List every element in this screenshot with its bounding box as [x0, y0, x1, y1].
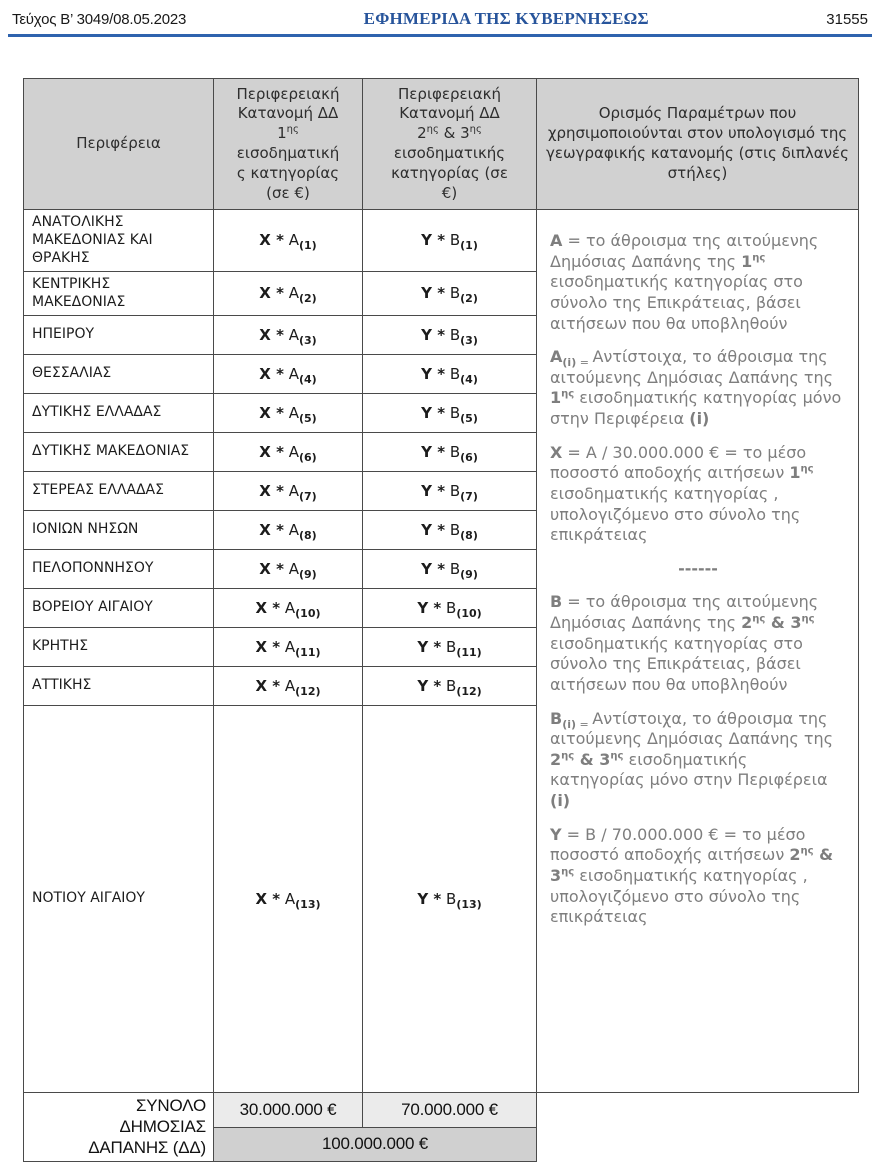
region-cell: ΚΕΝΤΡΙΚΗΣ ΜΑΚΕΔΟΝΙΑΣ [24, 271, 214, 315]
parameter-paragraph: $B_{(i)}$ $_=$ Αντίστοιχα, το άθροισμα της αιτούμενης Δημόσιας Δαπάνης της $2^{\eta\varsigma}$ & $3^{\eta\varsigma}$ εισοδηματικής κατηγορίας μόνο στην Περιφέρεια (i) [550, 708, 834, 810]
masthead-title: ΕΦΗΜΕΡΙΔΑ ΤΗΣ ΚΥΒΕΡΝΗΣΕΩΣ [363, 9, 649, 28]
formula-cell: Y * $B_{(5)}$ [363, 393, 537, 432]
formula-cell: Y * $B_{(10)}$ [363, 588, 537, 627]
formula-cell: Y * $B_{(11)}$ [363, 627, 537, 666]
table-header-row [24, 79, 859, 210]
formula-cell: Y * $B_{(13)}$ [363, 705, 537, 1092]
formula-cell: X * $A_{(5)}$ [214, 393, 363, 432]
formula-cell: X * $A_{(1)}$ [214, 210, 363, 272]
formula-cell: X * $A_{(7)}$ [214, 471, 363, 510]
region-cell: ΙΟΝΙΩΝ ΝΗΣΩΝ [24, 510, 214, 549]
page-number: 31555 [826, 11, 868, 28]
parameter-paragraph: X = A / 30.000.000 € = το μέσο ποσοστό αποδοχής αιτήσεων $1^{\eta\varsigma}$ εισοδηματικής κατηγορίας , υπολογιζόμενο στο σύνολο της επικράτειας [550, 442, 814, 545]
header-parameters: Ορισμός Παραμέτρων που χρησιμοποιούνται στον υπολογισμό της γεωγραφικής κατανομής (στις διπλανές στήλες) [537, 79, 859, 210]
region-cell: ΔΥΤΙΚΗΣ ΜΑΚΕΔΟΝΙΑΣ [24, 432, 214, 471]
header-first-category: Περιφερειακή Κατανομή ΔΔ $1^{\eta\varsigma}$ εισοδηματική ς κατηγορίας (σε €) [214, 79, 363, 210]
distribution-table [23, 78, 859, 1162]
formula-cell: Y * $B_{(8)}$ [363, 510, 537, 549]
parameter-paragraph: ------ [678, 558, 718, 578]
formula-cell: Y * $B_{(12)}$ [363, 666, 537, 705]
formula-cell: Y * $B_{(9)}$ [363, 549, 537, 588]
formula-cell: Y * $B_{(6)}$ [363, 432, 537, 471]
parameter-paragraph: B = το άθροισμα της αιτούμενης Δημόσιας Δαπάνης της $2^{\eta\varsigma}$ & $3^{\eta\varsigma}$ εισοδηματικής κατηγορίας στο σύνολο της Επικράτειας, βάσει αιτήσεων που θα υποβληθούν [550, 592, 819, 694]
region-cell: ΚΡΗΤΗΣ [24, 627, 214, 666]
formula-cell: X * $A_{(12)}$ [214, 666, 363, 705]
parameter-paragraph: Y = B / 70.000.000 € = το μέσο ποσοστό αποδοχής αιτήσεων $2^{\eta\varsigma}$ & $3^{\eta\varsigma}$ εισοδηματικής κατηγορίας , υπολογιζόμενο στο σύνολο της επικράτειας [550, 824, 834, 927]
formula-cell: X * $A_{(8)}$ [214, 510, 363, 549]
issue-label: Τεύχος Β’ 3049/08.05.2023 [12, 11, 187, 28]
header-region: Περιφέρεια [24, 79, 214, 210]
total-second-third-category: 70.000.000 € [363, 1092, 537, 1127]
formula-cell: Y * $B_{(3)}$ [363, 315, 537, 354]
table-body [24, 210, 859, 1093]
table-totals [24, 1092, 859, 1161]
region-cell: ΣΤΕΡΕΑΣ ΕΛΛΑΔΑΣ [24, 471, 214, 510]
formula-cell: X * $A_{(13)}$ [214, 705, 363, 1092]
parameters-cell [537, 210, 859, 1093]
region-cell: ΝΟΤΙΟΥ ΑΙΓΑΙΟΥ [24, 705, 214, 1092]
total-combined: 100.000.000 € [214, 1127, 537, 1161]
page-header [0, 0, 880, 29]
parameter-paragraph: A = το άθροισμα της αιτούμενης Δημόσιας Δαπάνης της $1^{\eta\varsigma}$ εισοδηματικής κατηγορίας στο σύνολο της Επικράτειας, βάσει αιτήσεων που θα υποβληθούν [550, 231, 819, 333]
region-cell: ΘΕΣΣΑΛΙΑΣ [24, 354, 214, 393]
formula-cell: X * $A_{(4)}$ [214, 354, 363, 393]
header-rule [8, 34, 872, 37]
formula-cell: Y * $B_{(1)}$ [363, 210, 537, 272]
table-row [24, 210, 859, 272]
region-cell: ΑΝΑΤΟΛΙΚΗΣ ΜΑΚΕΔΟΝΙΑΣ ΚΑΙ ΘΡΑΚΗΣ [24, 210, 214, 272]
formula-cell: Y * $B_{(2)}$ [363, 271, 537, 315]
formula-cell: X * $A_{(10)}$ [214, 588, 363, 627]
total-first-category: 30.000.000 € [214, 1092, 363, 1127]
region-cell: ΗΠΕΙΡΟΥ [24, 315, 214, 354]
formula-cell: Y * $B_{(7)}$ [363, 471, 537, 510]
region-cell: ΒΟΡΕΙΟΥ ΑΙΓΑΙΟΥ [24, 588, 214, 627]
formula-cell: X * $A_{(2)}$ [214, 271, 363, 315]
region-cell: ΔΥΤΙΚΗΣ ΕΛΛΑΔΑΣ [24, 393, 214, 432]
formula-cell: X * $A_{(3)}$ [214, 315, 363, 354]
formula-cell: X * $A_{(6)}$ [214, 432, 363, 471]
region-cell: ΑΤΤΙΚΗΣ [24, 666, 214, 705]
totals-label: ΣΥΝΟΛΟ ΔΗΜΟΣΙΑΣ ΔΑΠΑΝΗΣ (ΔΔ) [24, 1092, 214, 1161]
totals-row-values [24, 1092, 859, 1127]
parameter-paragraph: $A_{(i)}$ $_=$ Αντίστοιχα, το άθροισμα της αιτούμενης Δημόσιας Δαπάνης της $1^{\eta\varsigma}$ εισοδηματικής κατηγορίας μόνο στην Περιφέρεια (i) [550, 347, 842, 428]
region-cell: ΠΕΛΟΠΟΝΝΗΣΟΥ [24, 549, 214, 588]
header-second-third-category: Περιφερειακή Κατανομή ΔΔ $2^{\eta\varsigma}$ & $3^{\eta\varsigma}$ εισοδηματικής κατηγορίας (σε €) [363, 79, 537, 210]
formula-cell: X * $A_{(9)}$ [214, 549, 363, 588]
formula-cell: Y * $B_{(4)}$ [363, 354, 537, 393]
formula-cell: X * $A_{(11)}$ [214, 627, 363, 666]
